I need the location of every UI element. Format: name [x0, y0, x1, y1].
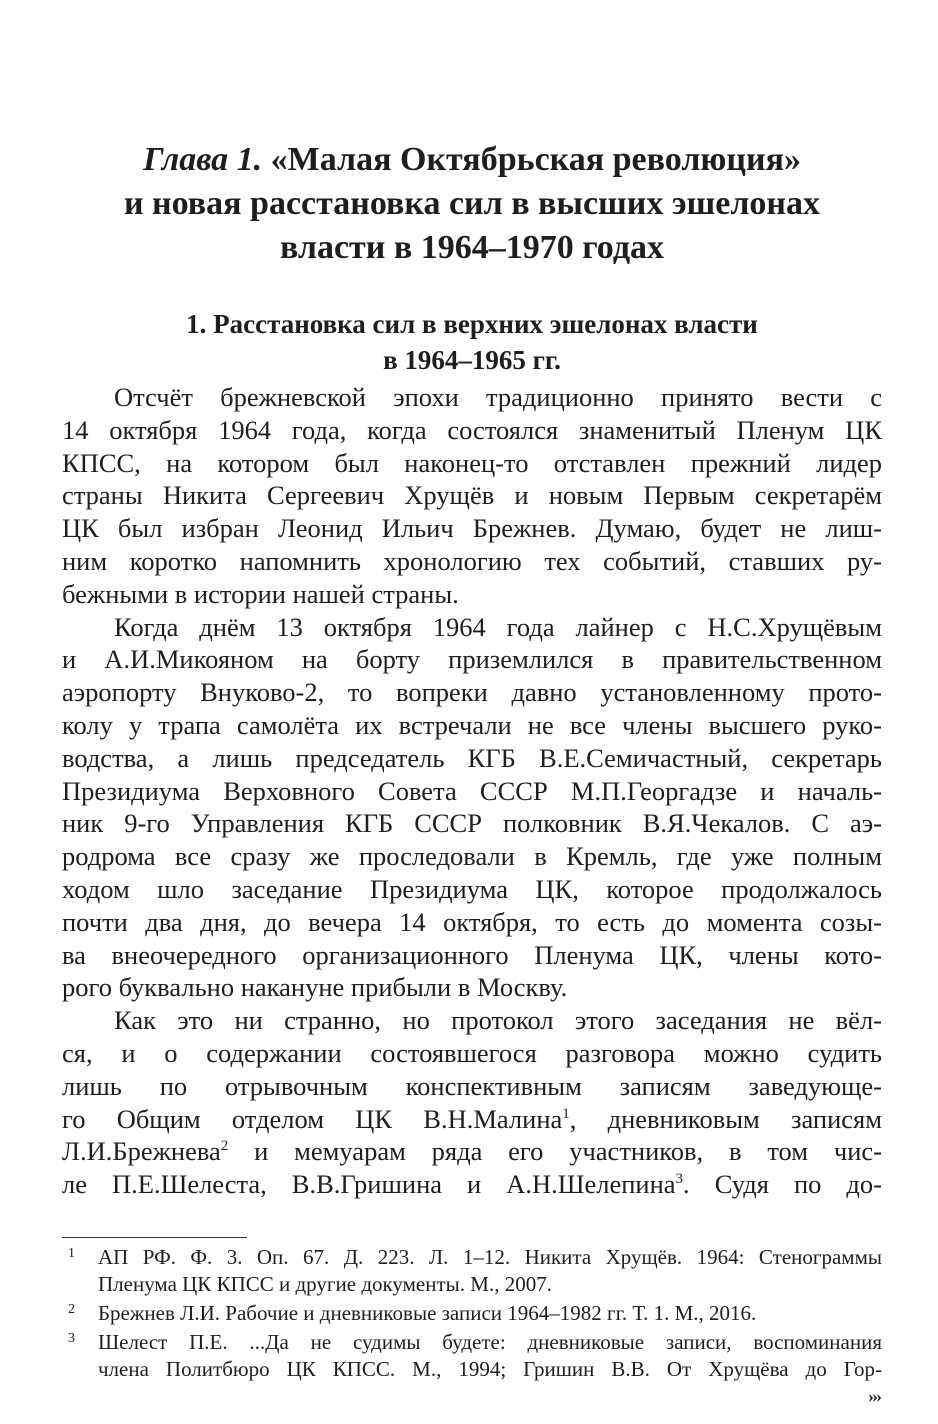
footnote-number: 2 [68, 1302, 75, 1317]
text-line: ходом шло заседание Президиума ЦК, которое продолжалось [62, 873, 882, 904]
text-segment: го Общим отделом ЦК В.Н.Малина [62, 1103, 563, 1134]
footnote-number: 1 [68, 1246, 75, 1261]
text-line: ним коротко напомнить хронологию тех событий, ставших ру- [62, 545, 882, 576]
text-line: КПСС, на котором был наконец-то отставлен прежний лидер [62, 447, 882, 478]
text-line: Как это ни странно, но протокол этого заседания не вёл- [114, 1005, 882, 1036]
footnote-number: 3 [68, 1331, 75, 1346]
footnote-ref-3[interactable]: 3 [675, 1171, 684, 1188]
text-line: колу у трапа самолёта их встречали не все члены высшего руко- [62, 709, 882, 740]
chapter-title [62, 138, 882, 270]
text-line: рого буквально накануне прибыли в Москву. [62, 972, 568, 1003]
footnote-2 [62, 1300, 882, 1327]
footnote-line: члена Политбюро ЦК КПСС. М., 1994; Гришин В.В. От Хрущёва до Гор- [98, 1357, 882, 1381]
section-title-line-1: 1. Расстановка сил в верхних эшелонах власти [186, 309, 758, 339]
text-line: Когда днём 13 октября 1964 года лайнер с Н.С.Хрущёвым [114, 611, 882, 642]
paragraph-1 [62, 381, 882, 611]
text-line: и А.И.Микояном на борту приземлился в правительственном [62, 644, 882, 675]
text-line [62, 1168, 882, 1201]
text-line: страны Никита Сергеевич Хрущёв и новым Первым секретарём [62, 480, 882, 511]
footnote-divider [62, 1237, 247, 1238]
footnote-line: АП РФ. Ф. 3. Оп. 67. Д. 223. Л. 1–12. Никита Хрущёв. 1964: Стенограммы [98, 1245, 882, 1269]
text-line: Президиума Верховного Совета СССР М.П.Георгадзе и началь- [62, 775, 882, 806]
text-line [62, 1135, 882, 1168]
text-line: Отсчёт брежневской эпохи традиционно принято вести с [114, 382, 882, 412]
footnote-line: Брежнев Л.И. Рабочие и дневниковые записи 1964–1982 гг. Т. 1. М., 2016. [98, 1301, 757, 1325]
text-line: родрома все сразу же проследовали в Кремль, где уже полным [62, 841, 882, 872]
footnote-line: Шелест П.Е. ...Да не судимы будете: дневниковые записи, воспоминания [98, 1330, 882, 1354]
chapter-title-line-1: «Малая Октябрьская революция» [270, 141, 801, 178]
chapter-title-line-2: и новая расстановка сил в высших эшелонах [123, 185, 821, 222]
text-line: 14 октября 1964 года, когда состоялся знаменитый Пленум ЦК [62, 414, 882, 445]
footnote-ref-2[interactable]: 2 [220, 1138, 229, 1155]
text-segment: и мемуарам ряда его участников, в том чис- [228, 1136, 882, 1167]
text-line: ва внеочередного организационного Пленума ЦК, члены кото- [62, 939, 882, 970]
footnote-line: Пленума ЦК КПСС и другие документы. М., 2007. [98, 1272, 552, 1296]
section-title-line-2: в 1964–1965 гг. [383, 345, 561, 375]
text-line: ся, и о содержании состоявшегося разговора можно судить [62, 1037, 882, 1068]
body-text [62, 381, 882, 1201]
paragraph-2 [62, 611, 882, 1005]
paragraph-3 [62, 1004, 882, 1201]
footnote-3 [62, 1329, 882, 1383]
text-line [62, 1103, 882, 1136]
section-title [62, 306, 882, 378]
text-line: ник 9-го Управления КГБ СССР полковник В.Я.Чекалов. С аэ- [62, 808, 882, 839]
text-segment: Л.И.Брежнева [62, 1136, 221, 1167]
text-line: почти два дня, до вечера 14 октября, то есть до момента созы- [62, 906, 882, 937]
text-segment: ле П.Е.Шелеста, В.В.Гришина и А.Н.Шелепина [62, 1169, 676, 1200]
text-line: ЦК был избран Леонид Ильич Брежнев. Думаю, будет не лиш- [62, 513, 882, 544]
text-segment: . Судя по до- [683, 1169, 882, 1200]
continue-arrows-icon[interactable]: ››› [868, 1386, 880, 1406]
text-line: водства, а лишь председатель КГБ В.Е.Семичастный, секретарь [62, 742, 882, 773]
text-segment: , дневниковым записям [569, 1103, 882, 1134]
footnotes [62, 1244, 882, 1385]
text-line: аэропорту Внуково-2, то вопреки давно установленному прото- [62, 677, 882, 708]
chapter-title-line-3: власти в 1964–1970 годах [279, 229, 665, 266]
text-line: лишь по отрывочным конспективным записям заведующе- [62, 1070, 882, 1101]
text-line: бежными в истории нашей страны. [62, 578, 459, 609]
chapter-label: Глава 1. [143, 141, 263, 178]
footnote-ref-1[interactable]: 1 [562, 1105, 570, 1122]
footnote-1 [62, 1244, 882, 1298]
